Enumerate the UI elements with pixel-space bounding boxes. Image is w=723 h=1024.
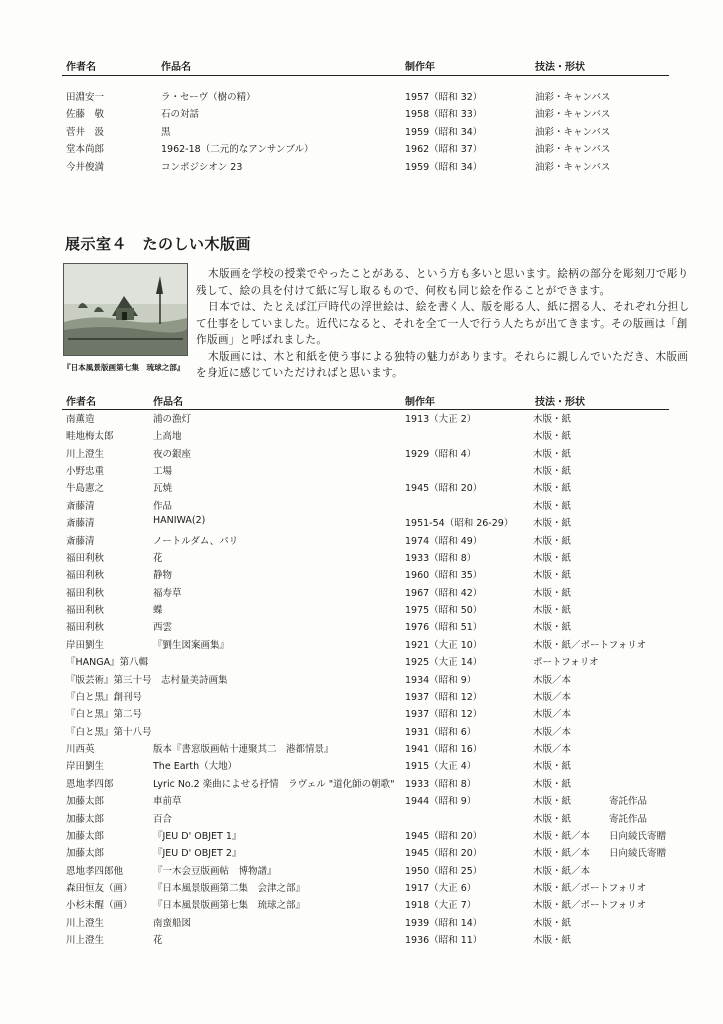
title-cell: 黒: [161, 126, 171, 138]
title-cell: 工場: [153, 466, 173, 478]
note-cell: 寄託作品: [609, 796, 648, 808]
year-cell: 1976（昭和 51）: [405, 622, 483, 634]
title-cell: The Earth（大地）: [153, 761, 238, 773]
title-cell: 石の対話: [161, 109, 200, 121]
title-cell: 蝶: [153, 605, 163, 617]
artist-cell: 小杉未醒（画）: [66, 900, 133, 912]
technique-cell: 油彩・キャンバス: [535, 161, 611, 173]
year-cell: 1951-54（昭和 26-29）: [405, 518, 514, 530]
artist-cell: 福田利秋: [66, 605, 105, 617]
note-cell: 寄託作品: [609, 813, 648, 825]
title-cell: 『JEU D' OBJET 1』: [153, 830, 242, 842]
technique-cell: 油彩・キャンバス: [535, 109, 611, 121]
technique-cell: 油彩・キャンバス: [535, 144, 611, 156]
year-cell: 1962（昭和 37）: [405, 144, 483, 156]
technique-cell: 木版・紙: [533, 448, 572, 460]
technique-cell: 木版・紙: [533, 570, 572, 582]
artist-cell: 佐藤 敬: [66, 109, 105, 121]
artist-cell: 南薫造: [66, 414, 95, 425]
title-cell: 西雲: [153, 622, 173, 634]
artist-cell: 『版芸術』第三十号 志村量美詩画集: [66, 674, 228, 686]
artist-cell: 川上澄生: [66, 935, 105, 947]
technique-cell: 木版・紙: [533, 605, 572, 617]
technique-cell: 木版・紙: [533, 518, 572, 530]
col-header-artist: 作者名: [66, 397, 96, 408]
title-cell: 『一木会豆版画帖 博物譜』: [153, 865, 277, 877]
col-header-technique: 技法・形状: [535, 62, 585, 73]
year-cell: 1933（昭和 8）: [405, 778, 477, 790]
artist-cell: 『白と黒』第二号: [66, 709, 143, 721]
header-rule: [62, 409, 669, 410]
title-cell: ラ・セーヴ（樹の精）: [161, 92, 256, 103]
title-cell: 車前草: [153, 796, 182, 808]
artist-cell: 福田利秋: [66, 622, 105, 634]
technique-cell: ポートフォリオ: [533, 657, 599, 669]
technique-cell: 木版・紙／本: [533, 848, 591, 860]
header-rule: [62, 75, 669, 76]
year-cell: 1934（昭和 9）: [405, 674, 477, 686]
artist-cell: 『白と黒』第十八号: [66, 726, 152, 738]
year-cell: 1937（昭和 12）: [405, 691, 483, 703]
description-line: 日本では、たとえば江戸時代の浮世絵は、絵を書く人、版を彫る人、紙に摺る人、それぞれ分担し: [208, 301, 690, 313]
artist-cell: 福田利秋: [66, 552, 105, 564]
artist-cell: 加藤太郎: [66, 796, 105, 808]
artist-cell: 岸田劉生: [66, 761, 105, 773]
title-cell: 瓦焼: [153, 483, 173, 495]
year-cell: 1941（昭和 16）: [405, 744, 483, 756]
year-cell: 1959（昭和 34）: [405, 161, 483, 173]
year-cell: 1945（昭和 20）: [405, 848, 483, 860]
technique-cell: 木版・紙／ポートフォリオ: [533, 882, 647, 894]
artist-cell: 川西英: [66, 744, 95, 756]
description-line: 作版画」と呼ばれました。: [196, 334, 328, 346]
artist-cell: 菅井 汲: [66, 126, 105, 138]
title-cell: 花: [153, 552, 163, 564]
title-cell: HANIWA(2): [153, 515, 206, 527]
year-cell: 1945（昭和 20）: [405, 830, 483, 842]
artist-cell: 福田利秋: [66, 587, 105, 599]
note-cell: 日向綾氏寄贈: [609, 830, 667, 842]
technique-cell: 木版・紙／本: [533, 865, 591, 877]
year-cell: 1933（昭和 8）: [405, 552, 477, 564]
title-cell: 『JEU D' OBJET 2』: [153, 848, 242, 860]
artist-cell: 田淵安一: [66, 92, 105, 103]
artist-cell: 川上澄生: [66, 448, 105, 460]
technique-cell: 木版・紙: [533, 431, 572, 443]
technique-cell: 木版／本: [533, 674, 572, 686]
year-cell: 1945（昭和 20）: [405, 483, 483, 495]
technique-cell: 油彩・キャンバス: [535, 92, 611, 103]
artist-cell: 加藤太郎: [66, 830, 105, 842]
technique-cell: 木版・紙: [533, 500, 572, 512]
title-cell: コンポジシオン 23: [161, 161, 243, 173]
description-line: 残して、絵の具を付けて紙に写し取るもので、何枚も同じ絵を作ることができます。: [196, 284, 611, 297]
image-caption: 『日本風景版画第七集 琉球之部』: [63, 363, 185, 372]
note-cell: 日向綾氏寄贈: [609, 848, 667, 860]
title-cell: Lyric No.2 楽曲によせる抒情 ラヴェル "道化師の朝歌": [153, 778, 395, 790]
title-cell: 南蛮船図: [153, 917, 192, 929]
technique-cell: 油彩・キャンバス: [535, 126, 611, 138]
description-line: 木版画を学校の授業でやったことがある、という方も多いと思います。絵柄の部分を彫刻刀で彫り: [208, 268, 689, 280]
col-header-title: 作品名: [153, 397, 183, 408]
technique-cell: 木版・紙: [533, 587, 572, 599]
technique-cell: 木版／本: [533, 744, 572, 756]
artist-cell: 斎藤清: [66, 518, 95, 530]
technique-cell: 木版・紙: [533, 535, 572, 547]
year-cell: 1974（昭和 49）: [405, 535, 483, 547]
technique-cell: 木版・紙: [533, 622, 572, 634]
year-cell: 1960（昭和 35）: [405, 570, 483, 582]
year-cell: 1936（昭和 11）: [405, 935, 483, 947]
year-cell: 1937（昭和 12）: [405, 709, 483, 721]
description-line: を身近に感じていただければと思います。: [196, 367, 404, 379]
artist-cell: 加藤太郎: [66, 813, 105, 825]
technique-cell: 木版・紙: [533, 483, 572, 495]
artist-cell: 福田利秋: [66, 570, 105, 582]
year-cell: 1975（昭和 50）: [405, 605, 483, 617]
artist-cell: 今井俊満: [66, 161, 105, 173]
year-cell: 1950（昭和 25）: [405, 865, 483, 877]
year-cell: 1929（昭和 4）: [405, 448, 477, 460]
title-cell: 福寿草: [153, 587, 182, 599]
title-cell: 夜の銀座: [153, 448, 192, 460]
title-cell: ノートルダム、パリ: [153, 535, 239, 547]
technique-cell: 木版／本: [533, 726, 572, 738]
artist-cell: 川上澄生: [66, 917, 105, 929]
title-cell: 作品: [153, 500, 173, 512]
col-header-technique: 技法・形状: [535, 397, 585, 408]
year-cell: 1939（昭和 14）: [405, 917, 483, 929]
landscape-print-image: [64, 264, 187, 355]
technique-cell: 木版・紙／本: [533, 830, 591, 842]
year-cell: 1959（昭和 34）: [405, 126, 483, 138]
col-header-year: 制作年: [405, 62, 435, 73]
year-cell: 1918（大正 7）: [405, 900, 477, 912]
description-line: て仕事をしていました。近代になると、それを全て一人で行う人たちが出てきます。その版画は「創: [196, 317, 688, 330]
year-cell: 1944（昭和 9）: [405, 796, 477, 808]
section-description: [196, 266, 690, 382]
artist-cell: 畦地梅太郎: [66, 431, 114, 443]
year-cell: 1967（昭和 42）: [405, 587, 483, 599]
description-line: 木版画には、木と和紙を使う事による独特の魅力があります。それらに親しんでいただき、木版画: [208, 350, 689, 363]
technique-cell: 木版・紙／ポートフォリオ: [533, 639, 647, 651]
artist-cell: 『白と黒』創刊号: [66, 691, 143, 703]
year-cell: 1921（大正 10）: [405, 639, 483, 651]
title-cell: 版本『書窓版画帖十連聚其二 港都情景』: [153, 744, 334, 756]
title-cell: 1962-18（二元的なアンサンブル）: [161, 144, 314, 156]
woodblock-print-thumbnail: [63, 263, 188, 356]
section-title: 展示室４ たのしい木版画: [65, 235, 252, 253]
year-cell: 1925（大正 14）: [405, 657, 483, 669]
technique-cell: 木版・紙: [533, 466, 572, 478]
col-header-title: 作品名: [161, 62, 191, 73]
col-header-year: 制作年: [405, 397, 435, 408]
year-cell: 1917（大正 6）: [405, 882, 477, 894]
artist-cell: 斎藤清: [66, 535, 95, 547]
year-cell: 1957（昭和 32）: [405, 92, 483, 103]
title-cell: 『日本風景版画第七集 琉球之部』: [153, 900, 306, 912]
artist-cell: 恩地孝四郎他: [66, 865, 124, 877]
artist-cell: 小野忠重: [66, 466, 105, 478]
technique-cell: 木版／本: [533, 691, 572, 703]
technique-cell: 木版・紙: [533, 796, 572, 808]
year-cell: 1958（昭和 33）: [405, 109, 483, 121]
col-header-artist: 作者名: [66, 62, 96, 73]
title-cell: 上高地: [153, 431, 182, 443]
year-cell: 1915（大正 4）: [405, 761, 477, 773]
title-cell: 静物: [153, 570, 173, 582]
artist-cell: 牛島憲之: [66, 483, 105, 495]
artist-cell: 岸田劉生: [66, 639, 105, 651]
title-cell: 花: [153, 935, 163, 947]
title-cell: 『劉生図案画集』: [153, 639, 230, 651]
title-cell: 百合: [153, 813, 173, 825]
technique-cell: 木版／本: [533, 709, 572, 721]
title-cell: 浦の漁灯: [153, 414, 192, 425]
technique-cell: 木版・紙: [533, 813, 572, 825]
year-cell: 1913（大正 2）: [405, 414, 477, 425]
artist-cell: 堂本尚郎: [66, 144, 105, 156]
artist-cell: 恩地孝四郎: [66, 778, 114, 790]
technique-cell: 木版・紙／ポートフォリオ: [533, 900, 647, 912]
technique-cell: 木版・紙: [533, 778, 572, 790]
title-cell: 『日本風景版画第二集 会津之部』: [153, 882, 306, 894]
artist-cell: 斎藤清: [66, 500, 95, 512]
artist-cell: 森田恒友（画）: [66, 882, 133, 894]
artist-cell: 加藤太郎: [66, 848, 105, 860]
technique-cell: 木版・紙: [533, 761, 572, 773]
technique-cell: 木版・紙: [533, 935, 572, 947]
year-cell: 1931（昭和 6）: [405, 726, 477, 738]
technique-cell: 木版・紙: [533, 414, 572, 425]
artist-cell: 『HANGA』第八輯: [66, 657, 149, 669]
technique-cell: 木版・紙: [533, 552, 572, 564]
technique-cell: 木版・紙: [533, 917, 572, 929]
